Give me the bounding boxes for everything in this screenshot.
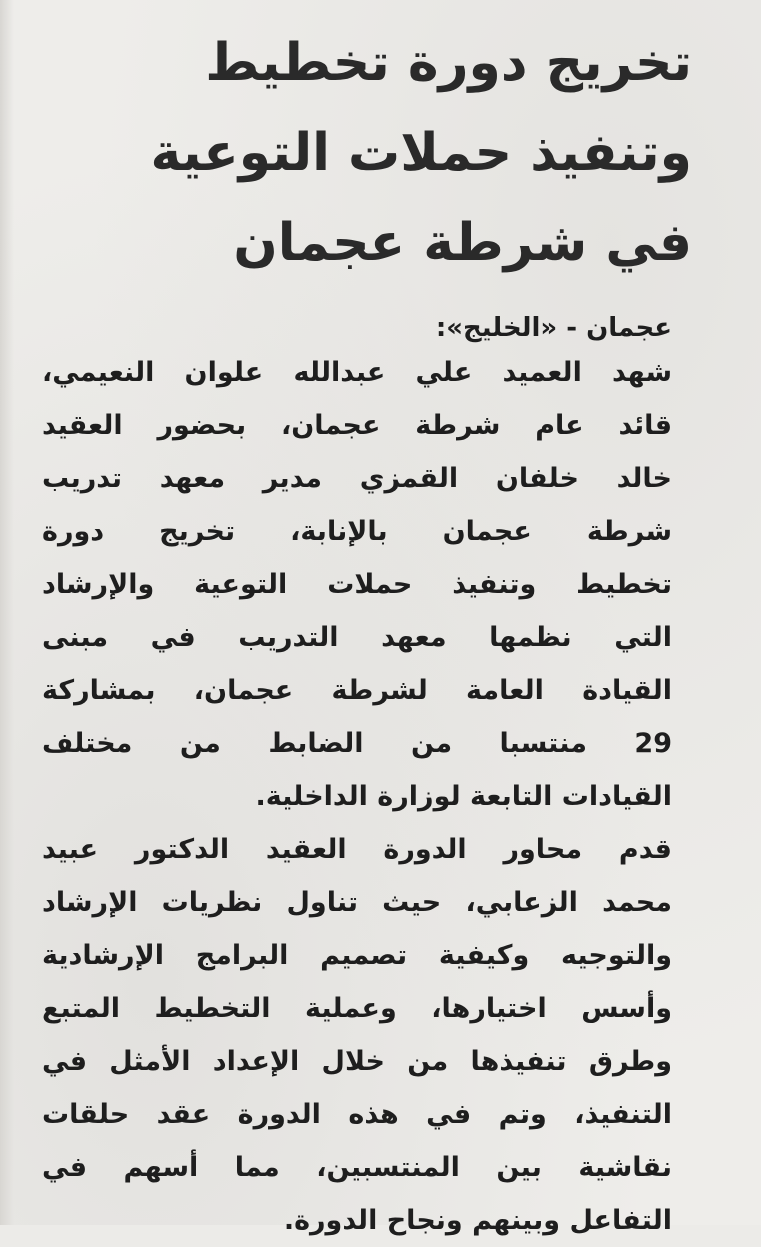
body-line: القيادة العامة لشرطة عجمان، بمشاركة — [42, 675, 672, 706]
body-line: شهد العميد علي عبدالله علوان النعيمي، — [42, 357, 672, 388]
body-line: شرطة عجمان بالإنابة، تخريج دورة — [42, 516, 672, 547]
body-line: خالد خلفان القمزي مدير معهد تدريب — [42, 463, 672, 494]
article-dateline: عجمان - «الخليج»: — [435, 313, 672, 343]
body-line: والتوجيه وكيفية تصميم البرامج الإرشادية — [42, 940, 672, 971]
body-line: وأسس اختيارها، وعملية التخطيط المتبع — [42, 993, 672, 1024]
headline-line-2: وتنفيذ حملات التوعية — [150, 123, 692, 183]
body-line: وطرق تنفيذها من خلال الإعداد الأمثل في — [42, 1046, 672, 1077]
body-line: التفاعل وبينهم ونجاح الدورة. — [283, 1205, 672, 1236]
body-line: التي نظمها معهد التدريب في مبنى — [42, 622, 672, 653]
body-line: 29 منتسبا من الضابط من مختلف — [42, 728, 672, 759]
scan-edge-shadow — [0, 0, 14, 1225]
article-headline — [40, 18, 730, 288]
body-line: نقاشية بين المنتسبين، مما أسهم في — [42, 1152, 672, 1183]
headline-line-1: تخريج دورة تخطيط — [205, 33, 692, 93]
body-line: التنفيذ، وتم في هذه الدورة عقد حلقات — [42, 1099, 672, 1130]
body-line: قائد عام شرطة عجمان، بحضور العقيد — [42, 410, 672, 441]
body-line: القيادات التابعة لوزارة الداخلية. — [255, 781, 672, 812]
article-body — [40, 346, 730, 1247]
headline-line-3: في شرطة عجمان — [233, 213, 692, 273]
body-line: تخطيط وتنفيذ حملات التوعية والإرشاد — [42, 569, 672, 600]
body-line: قدم محاور الدورة العقيد الدكتور عبيد — [42, 834, 672, 865]
body-line: محمد الزعابي، حيث تناول نظريات الإرشاد — [42, 887, 672, 918]
news-article — [40, 18, 730, 1247]
